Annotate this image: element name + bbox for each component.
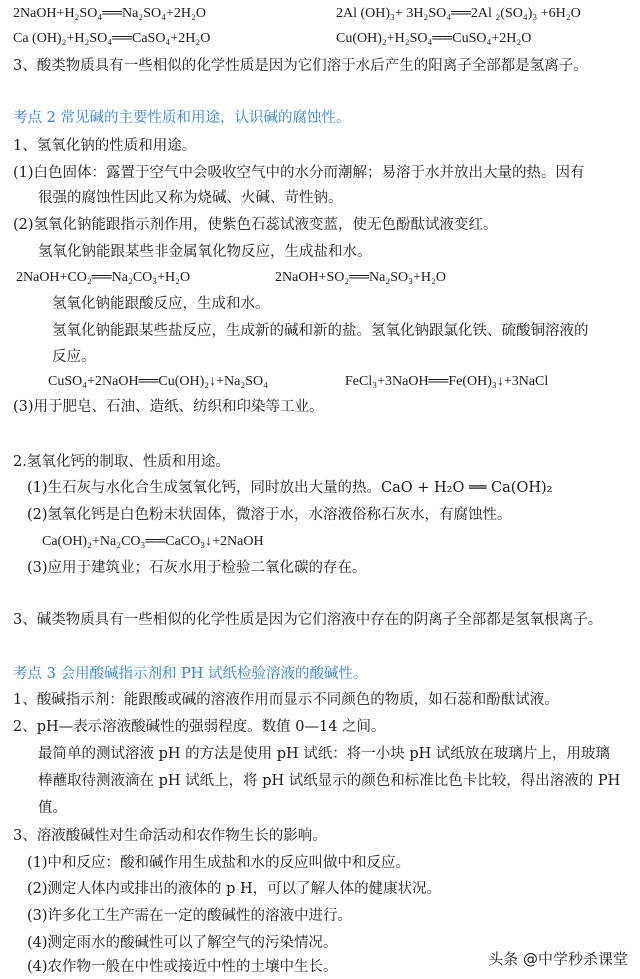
ph-effect-2: (2)测定人体内或排出的液体的 p H，可以了解人体的健康状况。 bbox=[27, 881, 442, 897]
naoh-salt-reaction-b: 反应。 bbox=[52, 349, 96, 365]
ph-test-method-a: 最简单的测试溶液 pH 的方法是使用 pH 试纸：将一小块 pH 试纸放在玻璃片上，用玻璃 bbox=[38, 746, 610, 762]
ph-test-method-c: 值。 bbox=[38, 800, 67, 816]
equation-fecl3-naoh: FeCl₃+3NaOH══Fe(OH)₃↓+3NaCl bbox=[345, 374, 549, 389]
naoh-prop-1b: 很强的腐蚀性因此又称为烧碱、火碱、苛性钠。 bbox=[38, 190, 343, 206]
equation-cuso4-naoh: CuSO₄+2NaOH══Cu(OH)₂↓+Na₂SO₄ bbox=[48, 374, 269, 389]
ph-effect-4: (4)测定雨水的酸碱性可以了解空气的污染情况。 bbox=[27, 935, 338, 951]
naoh-acid-reaction: 氢氧化钠能跟酸反应，生成和水。 bbox=[52, 296, 270, 312]
acid-summary-line: 3、酸类物质具有一些相似的化学性质是因为它们溶于水后产生的阳离子全部都是氢离子。 bbox=[13, 58, 588, 74]
caoh2-prop-2: (2)氢氧化钙是白色粉末状固体，微溶于水，水溶液俗称石灰水，有腐蚀性。 bbox=[27, 507, 512, 523]
ph-definition: 2、pH—表示溶液酸碱性的强弱程度。数值 0—14 之间。 bbox=[13, 719, 386, 735]
equation-h2so4-naoh: 2NaOH+H₂SO₄══Na₂SO₄+2H₂O bbox=[13, 6, 207, 21]
naoh-salt-reaction-a: 氢氧化钠能跟某些盐反应，生成新的碱和新的盐。氢氧化钠跟氯化铁、硫酸铜溶液的 bbox=[52, 323, 589, 339]
equation-naoh-so2: 2NaOH+SO₂══Na₂SO₃+H₂O bbox=[275, 270, 447, 285]
naoh-prop-1a: (1)白色固体：露置于空气中会吸收空气中的水分而潮解；易溶于水并放出大量的热。因有 bbox=[13, 165, 585, 181]
ph-test-method-b: 棒蘸取待测液滴在 pH 试纸上，将 pH 试纸显示的颜色和标准比色卡比较，得出溶液的 PH bbox=[38, 773, 621, 789]
naoh-title: 1、氢氧化钠的性质和用途。 bbox=[13, 138, 197, 154]
ph-effects-title: 3、溶液酸碱性对生命活动和农作物生长的影响。 bbox=[13, 828, 327, 844]
section-heading-3: 考点 3 会用酸碱指示剂和 PH 试纸检验溶液的酸碱性。 bbox=[13, 666, 368, 682]
base-summary-line: 3、碱类物质具有一些相似的化学性质是因为它们溶液中存在的阴离子全部都是氢氧根离子。 bbox=[13, 612, 603, 628]
ph-effect-1: (1)中和反应：酸和碱作用生成盐和水的反应叫做中和反应。 bbox=[27, 855, 411, 871]
watermark: 头条 @中学秒杀课堂 bbox=[488, 950, 628, 968]
equation-caoh2-na2co3: Ca(OH)₂+Na₂CO₃══CaCO₃↓+2NaOH bbox=[42, 534, 264, 549]
caoh2-prop-3: (3)应用于建筑业；石灰水用于检验二氧化碳的存在。 bbox=[27, 560, 367, 576]
naoh-prop-3: (3)用于肥皂、石油、造纸、纺织和印染等工业。 bbox=[13, 399, 324, 415]
section-heading-2: 考点 2 常见碱的主要性质和用途，认识碱的腐蚀性。 bbox=[13, 110, 351, 126]
naoh-prop-2: (2)氢氧化钠能跟指示剂作用，使紫色石蕊试液变蓝，使无色酚酞试液变红。 bbox=[13, 217, 498, 233]
equation-h2so4-caoh2: Ca (OH)₂+H₂SO₄══CaSO₄+2H₂O bbox=[13, 31, 211, 46]
caoh2-prop-1: (1)生石灰与水化合生成氢氧化钙，同时放出大量的热。CaO + H₂O ══ Ca(OH)₂ bbox=[27, 480, 553, 496]
caoh2-title: 2.氢氧化钙的制取、性质和用途。 bbox=[13, 454, 230, 470]
equation-h2so4-cuoh2: Cu(OH)₂+H₂SO₄══CuSO₄+2H₂O bbox=[336, 31, 532, 46]
equation-naoh-co2: 2NaOH+CO₂══Na₂CO₃+H₂O bbox=[16, 270, 191, 285]
ph-effect-5: (4)农作物一般在中性或接近中性的土壤中生长。 bbox=[27, 959, 338, 975]
indicator-definition: 1、酸碱指示剂：能跟酸或碱的溶液作用而显示不同颜色的物质，如石蕊和酚酞试液。 bbox=[13, 692, 559, 708]
ph-effect-3: (3)许多化工生产需在一定的酸碱性的溶液中进行。 bbox=[27, 908, 353, 924]
naoh-oxide-reaction: 氢氧化钠能跟某些非金属氧化物反应，生成盐和水。 bbox=[38, 244, 372, 260]
equation-h2so4-aloh3: 2Al (OH)₃+ 3H₂SO₄══2Al ₂(SO₄)₃ +6H₂O bbox=[336, 6, 581, 21]
